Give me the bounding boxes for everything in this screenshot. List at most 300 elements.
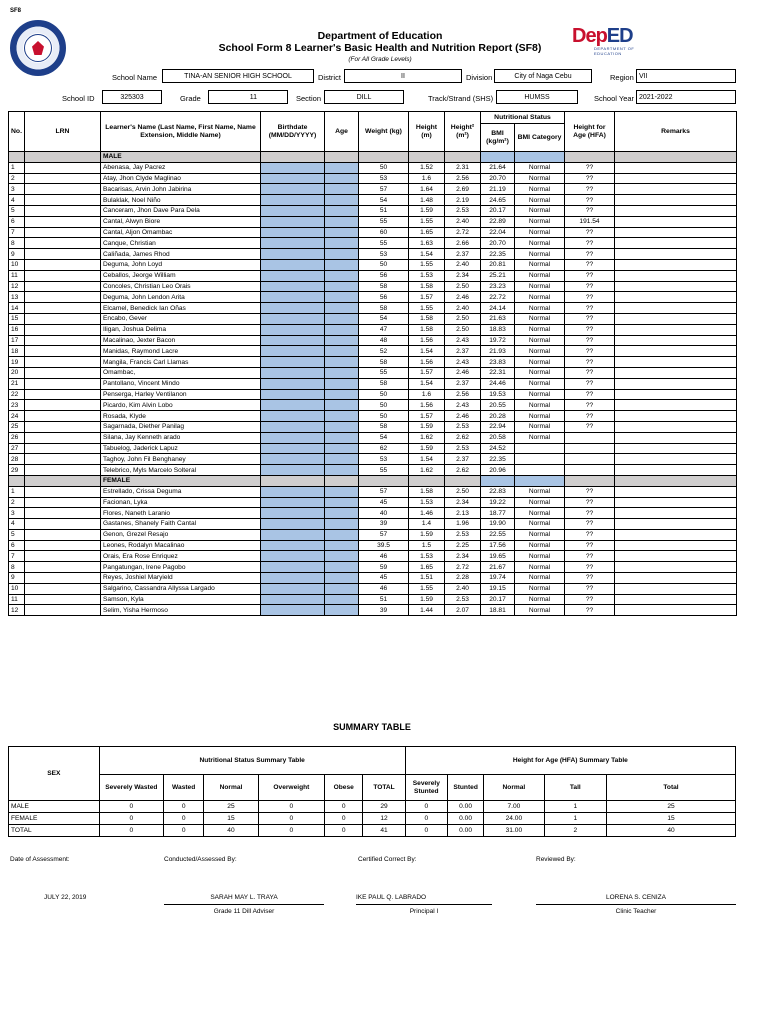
cell-age[interactable] <box>325 227 359 238</box>
cell-height[interactable]: 1.55 <box>409 216 445 227</box>
cell-age[interactable] <box>325 216 359 227</box>
cell-height[interactable]: 1.59 <box>409 443 445 454</box>
table-row[interactable] <box>9 216 737 227</box>
cell-age[interactable] <box>325 335 359 346</box>
cell-weight[interactable]: 53 <box>359 454 409 465</box>
cell-bmi-category[interactable]: Normal <box>515 227 565 238</box>
cell-bmi-category[interactable]: Normal <box>515 583 565 594</box>
cell-bmi-category[interactable]: Normal <box>515 324 565 335</box>
cell-height-squared[interactable]: 2.37 <box>445 249 481 260</box>
cell-lrn[interactable] <box>25 508 101 519</box>
cell-learner-name[interactable]: Reyes, Joshiel Maryield <box>101 573 261 584</box>
cell-age[interactable] <box>325 583 359 594</box>
cell-hfa[interactable]: ?? <box>565 562 615 573</box>
cell-remarks[interactable] <box>615 486 737 497</box>
cell-lrn[interactable] <box>25 573 101 584</box>
cell-learner-name[interactable]: Deguma, John Lendon Arita <box>101 292 261 303</box>
cell-birthdate[interactable] <box>261 173 325 184</box>
table-row[interactable] <box>9 173 737 184</box>
cell-weight[interactable]: 54 <box>359 313 409 324</box>
cell-weight[interactable]: 58 <box>359 357 409 368</box>
cell-birthdate[interactable] <box>261 184 325 195</box>
cell-no[interactable]: 10 <box>9 259 25 270</box>
cell-birthdate[interactable] <box>261 335 325 346</box>
table-row[interactable] <box>9 573 737 584</box>
cell-height-squared[interactable]: 2.28 <box>445 573 481 584</box>
cell-no[interactable]: 3 <box>9 184 25 195</box>
cell-bmi[interactable]: 18.83 <box>481 324 515 335</box>
cell-lrn[interactable] <box>25 216 101 227</box>
cell-learner-name[interactable]: Caliñada, James Rhod <box>101 249 261 260</box>
cell-birthdate[interactable] <box>261 303 325 314</box>
table-row[interactable] <box>9 529 737 540</box>
cell-no[interactable]: 10 <box>9 583 25 594</box>
cell-bmi-category[interactable]: Normal <box>515 594 565 605</box>
cell-remarks[interactable] <box>615 605 737 616</box>
cell-remarks[interactable] <box>615 270 737 281</box>
cell-no[interactable]: 25 <box>9 421 25 432</box>
table-row[interactable] <box>9 335 737 346</box>
section-field[interactable]: DILL <box>324 90 404 104</box>
cell-remarks[interactable] <box>615 421 737 432</box>
cell-hfa[interactable]: ?? <box>565 551 615 562</box>
cell-height[interactable]: 1.54 <box>409 249 445 260</box>
cell-lrn[interactable] <box>25 270 101 281</box>
cell-lrn[interactable] <box>25 313 101 324</box>
cell-bmi-category[interactable]: Normal <box>515 313 565 324</box>
cell-age[interactable] <box>325 519 359 530</box>
cell-hfa[interactable]: 191.54 <box>565 216 615 227</box>
cell-height[interactable]: 1.56 <box>409 400 445 411</box>
track-field[interactable]: HUMSS <box>496 90 578 104</box>
cell-birthdate[interactable] <box>261 583 325 594</box>
cell-learner-name[interactable]: Tabuelog, Jaderick Lapuz <box>101 443 261 454</box>
cell-bmi[interactable]: 17.56 <box>481 540 515 551</box>
cell-height[interactable]: 1.53 <box>409 270 445 281</box>
cell-height[interactable]: 1.55 <box>409 583 445 594</box>
cell-bmi-category[interactable]: Normal <box>515 335 565 346</box>
cell-lrn[interactable] <box>25 529 101 540</box>
cell-remarks[interactable] <box>615 335 737 346</box>
cell-age[interactable] <box>325 465 359 476</box>
cell-lrn[interactable] <box>25 195 101 206</box>
cell-bmi-category[interactable]: Normal <box>515 281 565 292</box>
cell-height[interactable]: 1.54 <box>409 346 445 357</box>
cell-hfa[interactable]: ?? <box>565 184 615 195</box>
cell-height[interactable]: 1.6 <box>409 173 445 184</box>
cell-bmi-category[interactable]: Normal <box>515 238 565 249</box>
cell-birthdate[interactable] <box>261 205 325 216</box>
cell-remarks[interactable] <box>615 465 737 476</box>
cell-height[interactable]: 1.48 <box>409 195 445 206</box>
cell-bmi[interactable]: 19.65 <box>481 551 515 562</box>
cell-weight[interactable]: 46 <box>359 551 409 562</box>
cell-bmi[interactable]: 20.58 <box>481 432 515 443</box>
cell-lrn[interactable] <box>25 238 101 249</box>
cell-weight[interactable]: 58 <box>359 378 409 389</box>
cell-no[interactable]: 5 <box>9 205 25 216</box>
cell-bmi[interactable]: 22.89 <box>481 216 515 227</box>
cell-hfa[interactable]: ?? <box>565 519 615 530</box>
cell-lrn[interactable] <box>25 249 101 260</box>
cell-learner-name[interactable]: Omambac, <box>101 367 261 378</box>
cell-height-squared[interactable]: 2.34 <box>445 551 481 562</box>
cell-birthdate[interactable] <box>261 259 325 270</box>
cell-age[interactable] <box>325 259 359 270</box>
cell-learner-name[interactable]: Pangatungan, Irene Pagobo <box>101 562 261 573</box>
cell-weight[interactable]: 55 <box>359 216 409 227</box>
cell-no[interactable]: 7 <box>9 551 25 562</box>
cell-remarks[interactable] <box>615 227 737 238</box>
cell-bmi[interactable]: 19.22 <box>481 497 515 508</box>
cell-weight[interactable]: 50 <box>359 259 409 270</box>
table-row[interactable] <box>9 281 737 292</box>
cell-lrn[interactable] <box>25 605 101 616</box>
cell-bmi-category[interactable]: Normal <box>515 249 565 260</box>
cell-remarks[interactable] <box>615 346 737 357</box>
cell-height[interactable]: 1.58 <box>409 324 445 335</box>
cell-remarks[interactable] <box>615 324 737 335</box>
cell-height-squared[interactable]: 2.72 <box>445 227 481 238</box>
cell-age[interactable] <box>325 346 359 357</box>
cell-remarks[interactable] <box>615 195 737 206</box>
cell-remarks[interactable] <box>615 519 737 530</box>
cell-weight[interactable]: 59 <box>359 562 409 573</box>
cell-bmi[interactable]: 21.64 <box>481 162 515 173</box>
cell-remarks[interactable] <box>615 162 737 173</box>
cell-height[interactable]: 1.56 <box>409 357 445 368</box>
cell-weight[interactable]: 54 <box>359 432 409 443</box>
table-row[interactable] <box>9 421 737 432</box>
cell-bmi[interactable]: 22.35 <box>481 249 515 260</box>
cell-learner-name[interactable]: Samson, Kyla <box>101 594 261 605</box>
cell-lrn[interactable] <box>25 411 101 422</box>
cell-remarks[interactable] <box>615 497 737 508</box>
cell-learner-name[interactable]: Ceballos, Jeorge William <box>101 270 261 281</box>
table-row[interactable] <box>9 227 737 238</box>
cell-height[interactable]: 1.44 <box>409 605 445 616</box>
grade-field[interactable]: 11 <box>208 90 288 104</box>
cell-height[interactable]: 1.5 <box>409 540 445 551</box>
cell-hfa[interactable]: ?? <box>565 227 615 238</box>
cell-weight[interactable]: 53 <box>359 173 409 184</box>
cell-hfa[interactable]: ?? <box>565 583 615 594</box>
table-row[interactable] <box>9 497 737 508</box>
cell-height[interactable]: 1.59 <box>409 421 445 432</box>
cell-weight[interactable]: 56 <box>359 270 409 281</box>
cell-bmi-category[interactable]: Normal <box>515 346 565 357</box>
school-id-field[interactable]: 325303 <box>102 90 162 104</box>
cell-hfa[interactable]: ?? <box>565 497 615 508</box>
cell-hfa[interactable]: ?? <box>565 411 615 422</box>
table-row[interactable] <box>9 313 737 324</box>
cell-hfa[interactable]: ?? <box>565 259 615 270</box>
cell-bmi-category[interactable]: Normal <box>515 195 565 206</box>
cell-height-squared[interactable]: 2.53 <box>445 421 481 432</box>
cell-birthdate[interactable] <box>261 281 325 292</box>
cell-lrn[interactable] <box>25 162 101 173</box>
cell-lrn[interactable] <box>25 497 101 508</box>
cell-height[interactable]: 1.62 <box>409 465 445 476</box>
cell-bmi[interactable]: 20.17 <box>481 205 515 216</box>
cell-no[interactable]: 6 <box>9 540 25 551</box>
cell-bmi[interactable]: 19.15 <box>481 583 515 594</box>
cell-bmi-category[interactable]: Normal <box>515 605 565 616</box>
cell-height-squared[interactable]: 2.50 <box>445 486 481 497</box>
cell-no[interactable]: 9 <box>9 249 25 260</box>
cell-weight[interactable]: 57 <box>359 529 409 540</box>
cell-height-squared[interactable]: 2.34 <box>445 270 481 281</box>
cell-no[interactable]: 23 <box>9 400 25 411</box>
cell-birthdate[interactable] <box>261 605 325 616</box>
cell-hfa[interactable] <box>565 465 615 476</box>
cell-learner-name[interactable]: Telebrico, Myls Marcelo Solteral <box>101 465 261 476</box>
cell-remarks[interactable] <box>615 411 737 422</box>
cell-bmi-category[interactable]: Normal <box>515 400 565 411</box>
cell-learner-name[interactable]: Encabo, Gever <box>101 313 261 324</box>
cell-lrn[interactable] <box>25 324 101 335</box>
cell-hfa[interactable]: ?? <box>565 173 615 184</box>
table-row[interactable] <box>9 508 737 519</box>
cell-birthdate[interactable] <box>261 324 325 335</box>
cell-height-squared[interactable]: 2.40 <box>445 216 481 227</box>
cell-remarks[interactable] <box>615 238 737 249</box>
table-row[interactable] <box>9 551 737 562</box>
cell-bmi-category[interactable] <box>515 443 565 454</box>
table-row[interactable] <box>9 205 737 216</box>
cell-lrn[interactable] <box>25 378 101 389</box>
table-row[interactable] <box>9 594 737 605</box>
cell-lrn[interactable] <box>25 303 101 314</box>
cell-lrn[interactable] <box>25 367 101 378</box>
table-row[interactable] <box>9 562 737 573</box>
cell-bmi-category[interactable] <box>515 465 565 476</box>
cell-no[interactable]: 24 <box>9 411 25 422</box>
cell-bmi[interactable]: 20.17 <box>481 594 515 605</box>
cell-no[interactable]: 6 <box>9 216 25 227</box>
cell-lrn[interactable] <box>25 400 101 411</box>
cell-learner-name[interactable]: Atay, Jhon Clyde Maglinao <box>101 173 261 184</box>
cell-age[interactable] <box>325 562 359 573</box>
cell-remarks[interactable] <box>615 378 737 389</box>
cell-age[interactable] <box>325 497 359 508</box>
cell-age[interactable] <box>325 162 359 173</box>
cell-bmi[interactable]: 24.65 <box>481 195 515 206</box>
cell-birthdate[interactable] <box>261 216 325 227</box>
cell-age[interactable] <box>325 389 359 400</box>
cell-no[interactable]: 1 <box>9 162 25 173</box>
cell-learner-name[interactable]: Picardo, Kim Alvin Lobo <box>101 400 261 411</box>
cell-bmi[interactable]: 22.94 <box>481 421 515 432</box>
cell-height[interactable]: 1.54 <box>409 454 445 465</box>
cell-lrn[interactable] <box>25 562 101 573</box>
cell-height-squared[interactable]: 2.50 <box>445 324 481 335</box>
cell-bmi[interactable]: 24.14 <box>481 303 515 314</box>
cell-birthdate[interactable] <box>261 551 325 562</box>
cell-learner-name[interactable]: Canque, Christian <box>101 238 261 249</box>
cell-bmi[interactable]: 20.96 <box>481 465 515 476</box>
cell-age[interactable] <box>325 508 359 519</box>
table-row[interactable] <box>9 583 737 594</box>
cell-weight[interactable]: 50 <box>359 389 409 400</box>
cell-bmi[interactable]: 20.55 <box>481 400 515 411</box>
cell-lrn[interactable] <box>25 357 101 368</box>
cell-age[interactable] <box>325 540 359 551</box>
cell-bmi[interactable]: 22.35 <box>481 454 515 465</box>
cell-no[interactable]: 8 <box>9 238 25 249</box>
cell-no[interactable]: 4 <box>9 519 25 530</box>
cell-age[interactable] <box>325 357 359 368</box>
table-row[interactable] <box>9 367 737 378</box>
cell-learner-name[interactable]: Abenasa, Jay Pacrez <box>101 162 261 173</box>
cell-hfa[interactable]: ?? <box>565 594 615 605</box>
cell-lrn[interactable] <box>25 594 101 605</box>
cell-bmi[interactable]: 21.63 <box>481 313 515 324</box>
cell-bmi-category[interactable]: Normal <box>515 378 565 389</box>
cell-height[interactable]: 1.58 <box>409 313 445 324</box>
cell-height[interactable]: 1.55 <box>409 303 445 314</box>
cell-remarks[interactable] <box>615 551 737 562</box>
cell-hfa[interactable]: ?? <box>565 195 615 206</box>
table-row[interactable] <box>9 454 737 465</box>
cell-age[interactable] <box>325 313 359 324</box>
cell-hfa[interactable]: ?? <box>565 292 615 303</box>
cell-height[interactable]: 1.55 <box>409 259 445 270</box>
cell-height-squared[interactable]: 2.53 <box>445 529 481 540</box>
cell-lrn[interactable] <box>25 454 101 465</box>
cell-height[interactable]: 1.54 <box>409 378 445 389</box>
cell-learner-name[interactable]: Orais, Era Rose Enriquez <box>101 551 261 562</box>
cell-bmi-category[interactable]: Normal <box>515 529 565 540</box>
cell-weight[interactable]: 48 <box>359 335 409 346</box>
cell-hfa[interactable]: ?? <box>565 281 615 292</box>
cell-height[interactable]: 1.53 <box>409 497 445 508</box>
cell-age[interactable] <box>325 205 359 216</box>
cell-bmi[interactable]: 22.83 <box>481 486 515 497</box>
region-field[interactable]: VII <box>636 69 736 83</box>
cell-birthdate[interactable] <box>261 357 325 368</box>
table-row[interactable] <box>9 324 737 335</box>
cell-learner-name[interactable]: Selim, Yisha Hermoso <box>101 605 261 616</box>
cell-remarks[interactable] <box>615 367 737 378</box>
cell-height[interactable]: 1.64 <box>409 184 445 195</box>
cell-height-squared[interactable]: 2.72 <box>445 562 481 573</box>
table-row[interactable] <box>9 465 737 476</box>
cell-age[interactable] <box>325 605 359 616</box>
cell-no[interactable]: 15 <box>9 313 25 324</box>
cell-weight[interactable]: 60 <box>359 227 409 238</box>
cell-birthdate[interactable] <box>261 432 325 443</box>
cell-height[interactable]: 1.57 <box>409 367 445 378</box>
cell-age[interactable] <box>325 421 359 432</box>
cell-lrn[interactable] <box>25 465 101 476</box>
cell-birthdate[interactable] <box>261 529 325 540</box>
cell-birthdate[interactable] <box>261 400 325 411</box>
cell-remarks[interactable] <box>615 443 737 454</box>
cell-bmi-category[interactable]: Normal <box>515 216 565 227</box>
cell-age[interactable] <box>325 378 359 389</box>
cell-weight[interactable]: 55 <box>359 367 409 378</box>
school-year-field[interactable]: 2021-2022 <box>636 90 736 104</box>
cell-weight[interactable]: 53 <box>359 249 409 260</box>
table-row[interactable] <box>9 195 737 206</box>
cell-birthdate[interactable] <box>261 486 325 497</box>
table-row[interactable] <box>9 432 737 443</box>
cell-lrn[interactable] <box>25 486 101 497</box>
cell-weight[interactable]: 51 <box>359 205 409 216</box>
cell-weight[interactable]: 58 <box>359 281 409 292</box>
cell-bmi[interactable]: 23.23 <box>481 281 515 292</box>
cell-bmi[interactable]: 22.55 <box>481 529 515 540</box>
table-row[interactable] <box>9 378 737 389</box>
cell-birthdate[interactable] <box>261 162 325 173</box>
cell-hfa[interactable]: ?? <box>565 270 615 281</box>
cell-learner-name[interactable]: Macalinao, Jexter Bacon <box>101 335 261 346</box>
district-field[interactable]: II <box>344 69 462 83</box>
cell-no[interactable]: 18 <box>9 346 25 357</box>
cell-remarks[interactable] <box>615 173 737 184</box>
cell-weight[interactable]: 45 <box>359 573 409 584</box>
cell-remarks[interactable] <box>615 508 737 519</box>
table-row[interactable] <box>9 259 737 270</box>
cell-height-squared[interactable]: 2.53 <box>445 205 481 216</box>
cell-bmi[interactable]: 19.53 <box>481 389 515 400</box>
cell-lrn[interactable] <box>25 259 101 270</box>
cell-remarks[interactable] <box>615 281 737 292</box>
cell-learner-name[interactable]: Deguma, John Loyd <box>101 259 261 270</box>
cell-age[interactable] <box>325 454 359 465</box>
cell-lrn[interactable] <box>25 432 101 443</box>
cell-remarks[interactable] <box>615 562 737 573</box>
cell-no[interactable]: 16 <box>9 324 25 335</box>
cell-height[interactable]: 1.59 <box>409 529 445 540</box>
cell-lrn[interactable] <box>25 292 101 303</box>
cell-no[interactable]: 2 <box>9 173 25 184</box>
table-row[interactable] <box>9 411 737 422</box>
cell-bmi[interactable]: 19.90 <box>481 519 515 530</box>
cell-birthdate[interactable] <box>261 594 325 605</box>
cell-bmi-category[interactable]: Normal <box>515 292 565 303</box>
cell-height[interactable]: 1.57 <box>409 411 445 422</box>
cell-age[interactable] <box>325 303 359 314</box>
cell-age[interactable] <box>325 249 359 260</box>
cell-height[interactable]: 1.65 <box>409 562 445 573</box>
cell-hfa[interactable]: ?? <box>565 540 615 551</box>
cell-height-squared[interactable]: 2.53 <box>445 594 481 605</box>
cell-birthdate[interactable] <box>261 443 325 454</box>
table-row[interactable] <box>9 357 737 368</box>
cell-bmi[interactable]: 19.74 <box>481 573 515 584</box>
table-row[interactable] <box>9 605 737 616</box>
cell-bmi-category[interactable] <box>515 454 565 465</box>
cell-weight[interactable]: 55 <box>359 238 409 249</box>
cell-hfa[interactable]: ?? <box>565 486 615 497</box>
cell-no[interactable]: 12 <box>9 281 25 292</box>
cell-weight[interactable]: 52 <box>359 346 409 357</box>
cell-height-squared[interactable]: 2.31 <box>445 162 481 173</box>
cell-learner-name[interactable]: Bacarisas, Arvin John Jabirina <box>101 184 261 195</box>
cell-height-squared[interactable]: 2.13 <box>445 508 481 519</box>
cell-no[interactable]: 26 <box>9 432 25 443</box>
cell-bmi[interactable]: 22.04 <box>481 227 515 238</box>
cell-height-squared[interactable]: 2.40 <box>445 583 481 594</box>
cell-bmi-category[interactable]: Normal <box>515 205 565 216</box>
cell-remarks[interactable] <box>615 292 737 303</box>
cell-hfa[interactable]: ?? <box>565 400 615 411</box>
cell-learner-name[interactable]: Iligan, Joshua Delima <box>101 324 261 335</box>
cell-birthdate[interactable] <box>261 454 325 465</box>
cell-hfa[interactable]: ?? <box>565 205 615 216</box>
